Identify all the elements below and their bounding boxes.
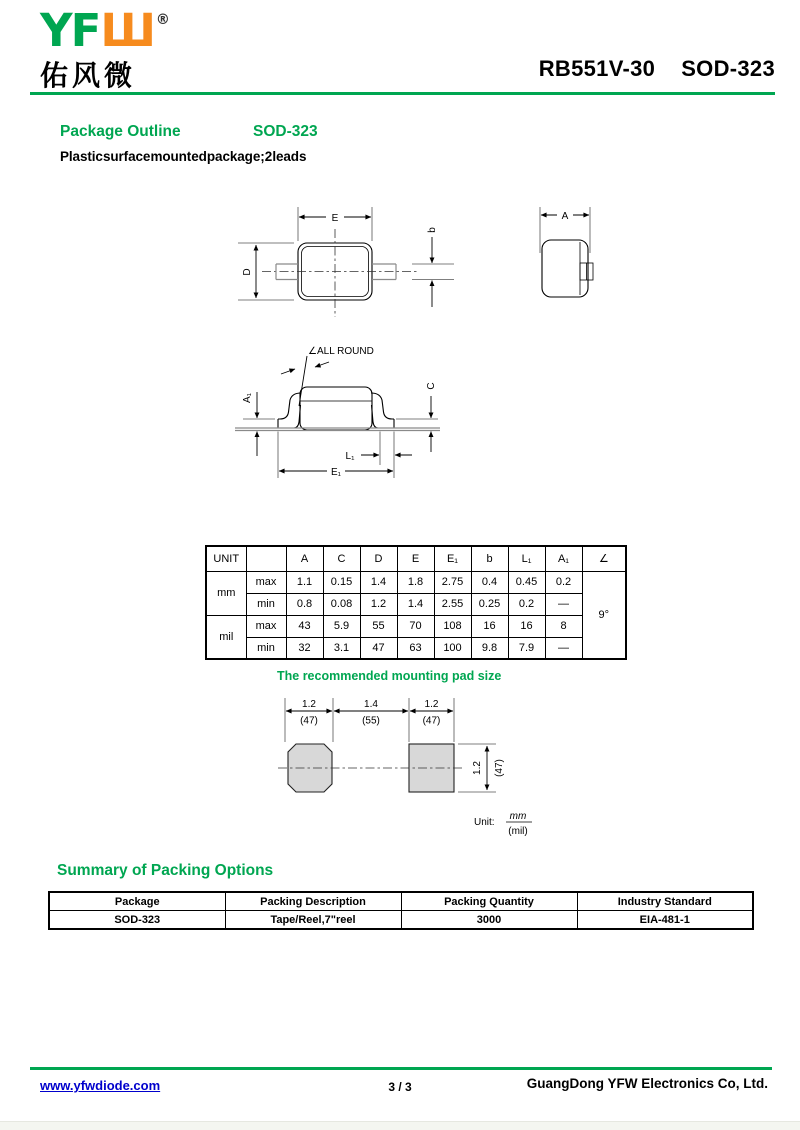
col-header: A₁ — [545, 546, 582, 571]
table-row — [49, 911, 753, 930]
dim-label-a1: A₁ — [242, 392, 253, 404]
page-bottom-strip — [0, 1121, 800, 1130]
package-body-side-view — [300, 387, 372, 430]
col-header: UNIT — [206, 546, 246, 571]
unit-denominator: (mil) — [508, 826, 528, 837]
table-row: min 32 3.1 47 63 100 9.8 7.9 — — [206, 637, 626, 659]
col-header: E₁ — [434, 546, 471, 571]
section-title-package-outline: Package Outline — [60, 123, 181, 140]
limit-cell: min — [246, 637, 286, 659]
col-header: Package — [49, 892, 225, 911]
pad-dim2-mm: 1.4 — [364, 699, 378, 710]
website-link[interactable]: www.yfwdiode.com — [40, 1078, 161, 1093]
col-header — [246, 546, 286, 571]
limit-cell: max — [246, 615, 286, 637]
col-header: E — [397, 546, 434, 571]
package-name: SOD-323 — [681, 56, 775, 81]
registered-trademark-icon: ® — [155, 12, 170, 28]
document-title — [539, 56, 775, 82]
col-header: Industry Standard — [577, 892, 753, 911]
angle-value-cell: 9° — [582, 571, 626, 659]
package-top-and-end-view-drawing — [230, 195, 610, 335]
col-header: D — [360, 546, 397, 571]
packing-quantity: 3000 — [401, 911, 577, 930]
col-header: Packing Description — [225, 892, 401, 911]
unit-numerator: mm — [509, 811, 527, 822]
pad-dim2-mil: (55) — [362, 715, 380, 727]
table-row: mil max 43 5.9 55 70 108 16 16 8 — [206, 615, 626, 637]
company-name: GuangDong YFW Electronics Co, Ltd. — [526, 1076, 768, 1091]
part-number: RB551V-30 — [538, 56, 656, 81]
packing-package: SOD-323 — [49, 911, 225, 930]
col-header: Packing Quantity — [401, 892, 577, 911]
unit-label: Unit: — [474, 817, 495, 828]
package-body-end-view — [542, 240, 588, 297]
col-header: A — [286, 546, 323, 571]
limit-cell: max — [246, 571, 286, 593]
pad-dim3-mil: (47) — [422, 715, 441, 727]
package-description: Plastic surface mounted package; 2 leads — [60, 149, 307, 164]
dim-label-a: A — [561, 211, 569, 222]
logo-yf-text: YF — [40, 4, 100, 57]
all-round-note: ∠ALL ROUND — [308, 346, 374, 357]
dim-label-e: E — [331, 213, 339, 224]
packing-header-row — [49, 892, 753, 911]
dim-label-b: b — [427, 227, 438, 233]
logo-w-glyph: Ш — [100, 4, 154, 57]
mounting-pad-drawing — [278, 692, 548, 838]
unit-cell: mm — [206, 571, 246, 615]
footer-rule — [30, 1067, 772, 1070]
pad-dim3-mm: 1.2 — [424, 699, 439, 710]
gull-wing-leads — [278, 393, 394, 428]
col-header: b — [471, 546, 508, 571]
col-header: ∠ — [582, 546, 626, 571]
pad-dimv-mm: 1.2 — [472, 761, 483, 775]
yfw-logo — [40, 4, 170, 94]
dimension-table — [205, 545, 627, 660]
packing-table — [48, 891, 754, 930]
dim-label-c: C — [426, 382, 437, 390]
mounting-pad-title: The recommended mounting pad size — [277, 669, 502, 683]
packing-standard: EIA-481-1 — [577, 911, 753, 930]
unit-cell: mil — [206, 615, 246, 659]
dim-label-e1: E₁ — [330, 467, 342, 478]
logo-chinese-text: 佑风微 — [40, 59, 137, 92]
package-side-view-drawing — [235, 338, 445, 490]
table-row: mm max 1.1 0.15 1.4 1.8 2.75 0.4 0.45 0.2 9° — [206, 571, 626, 593]
section-subtitle-package: SOD-323 — [253, 123, 318, 140]
col-header: L₁ — [508, 546, 545, 571]
pad-dim1-mm: 1.2 — [302, 699, 316, 710]
packing-section-title: Summary of Packing Options — [57, 862, 274, 879]
col-header: C — [323, 546, 360, 571]
dim-label-l1: L₁ — [345, 451, 355, 462]
header-rule — [30, 92, 775, 95]
page-number: 3 / 3 — [388, 1080, 412, 1094]
dim-label-d: D — [242, 268, 253, 276]
limit-cell: min — [246, 593, 286, 615]
logo-wordmark — [40, 4, 170, 57]
pad-dimv-mil: (47) — [494, 759, 505, 777]
pad-dim1-mil: (47) — [300, 715, 318, 727]
packing-description: Tape/Reel,7"reel — [225, 911, 401, 930]
table-row: min 0.8 0.08 1.2 1.4 2.55 0.25 0.2 — — [206, 593, 626, 615]
